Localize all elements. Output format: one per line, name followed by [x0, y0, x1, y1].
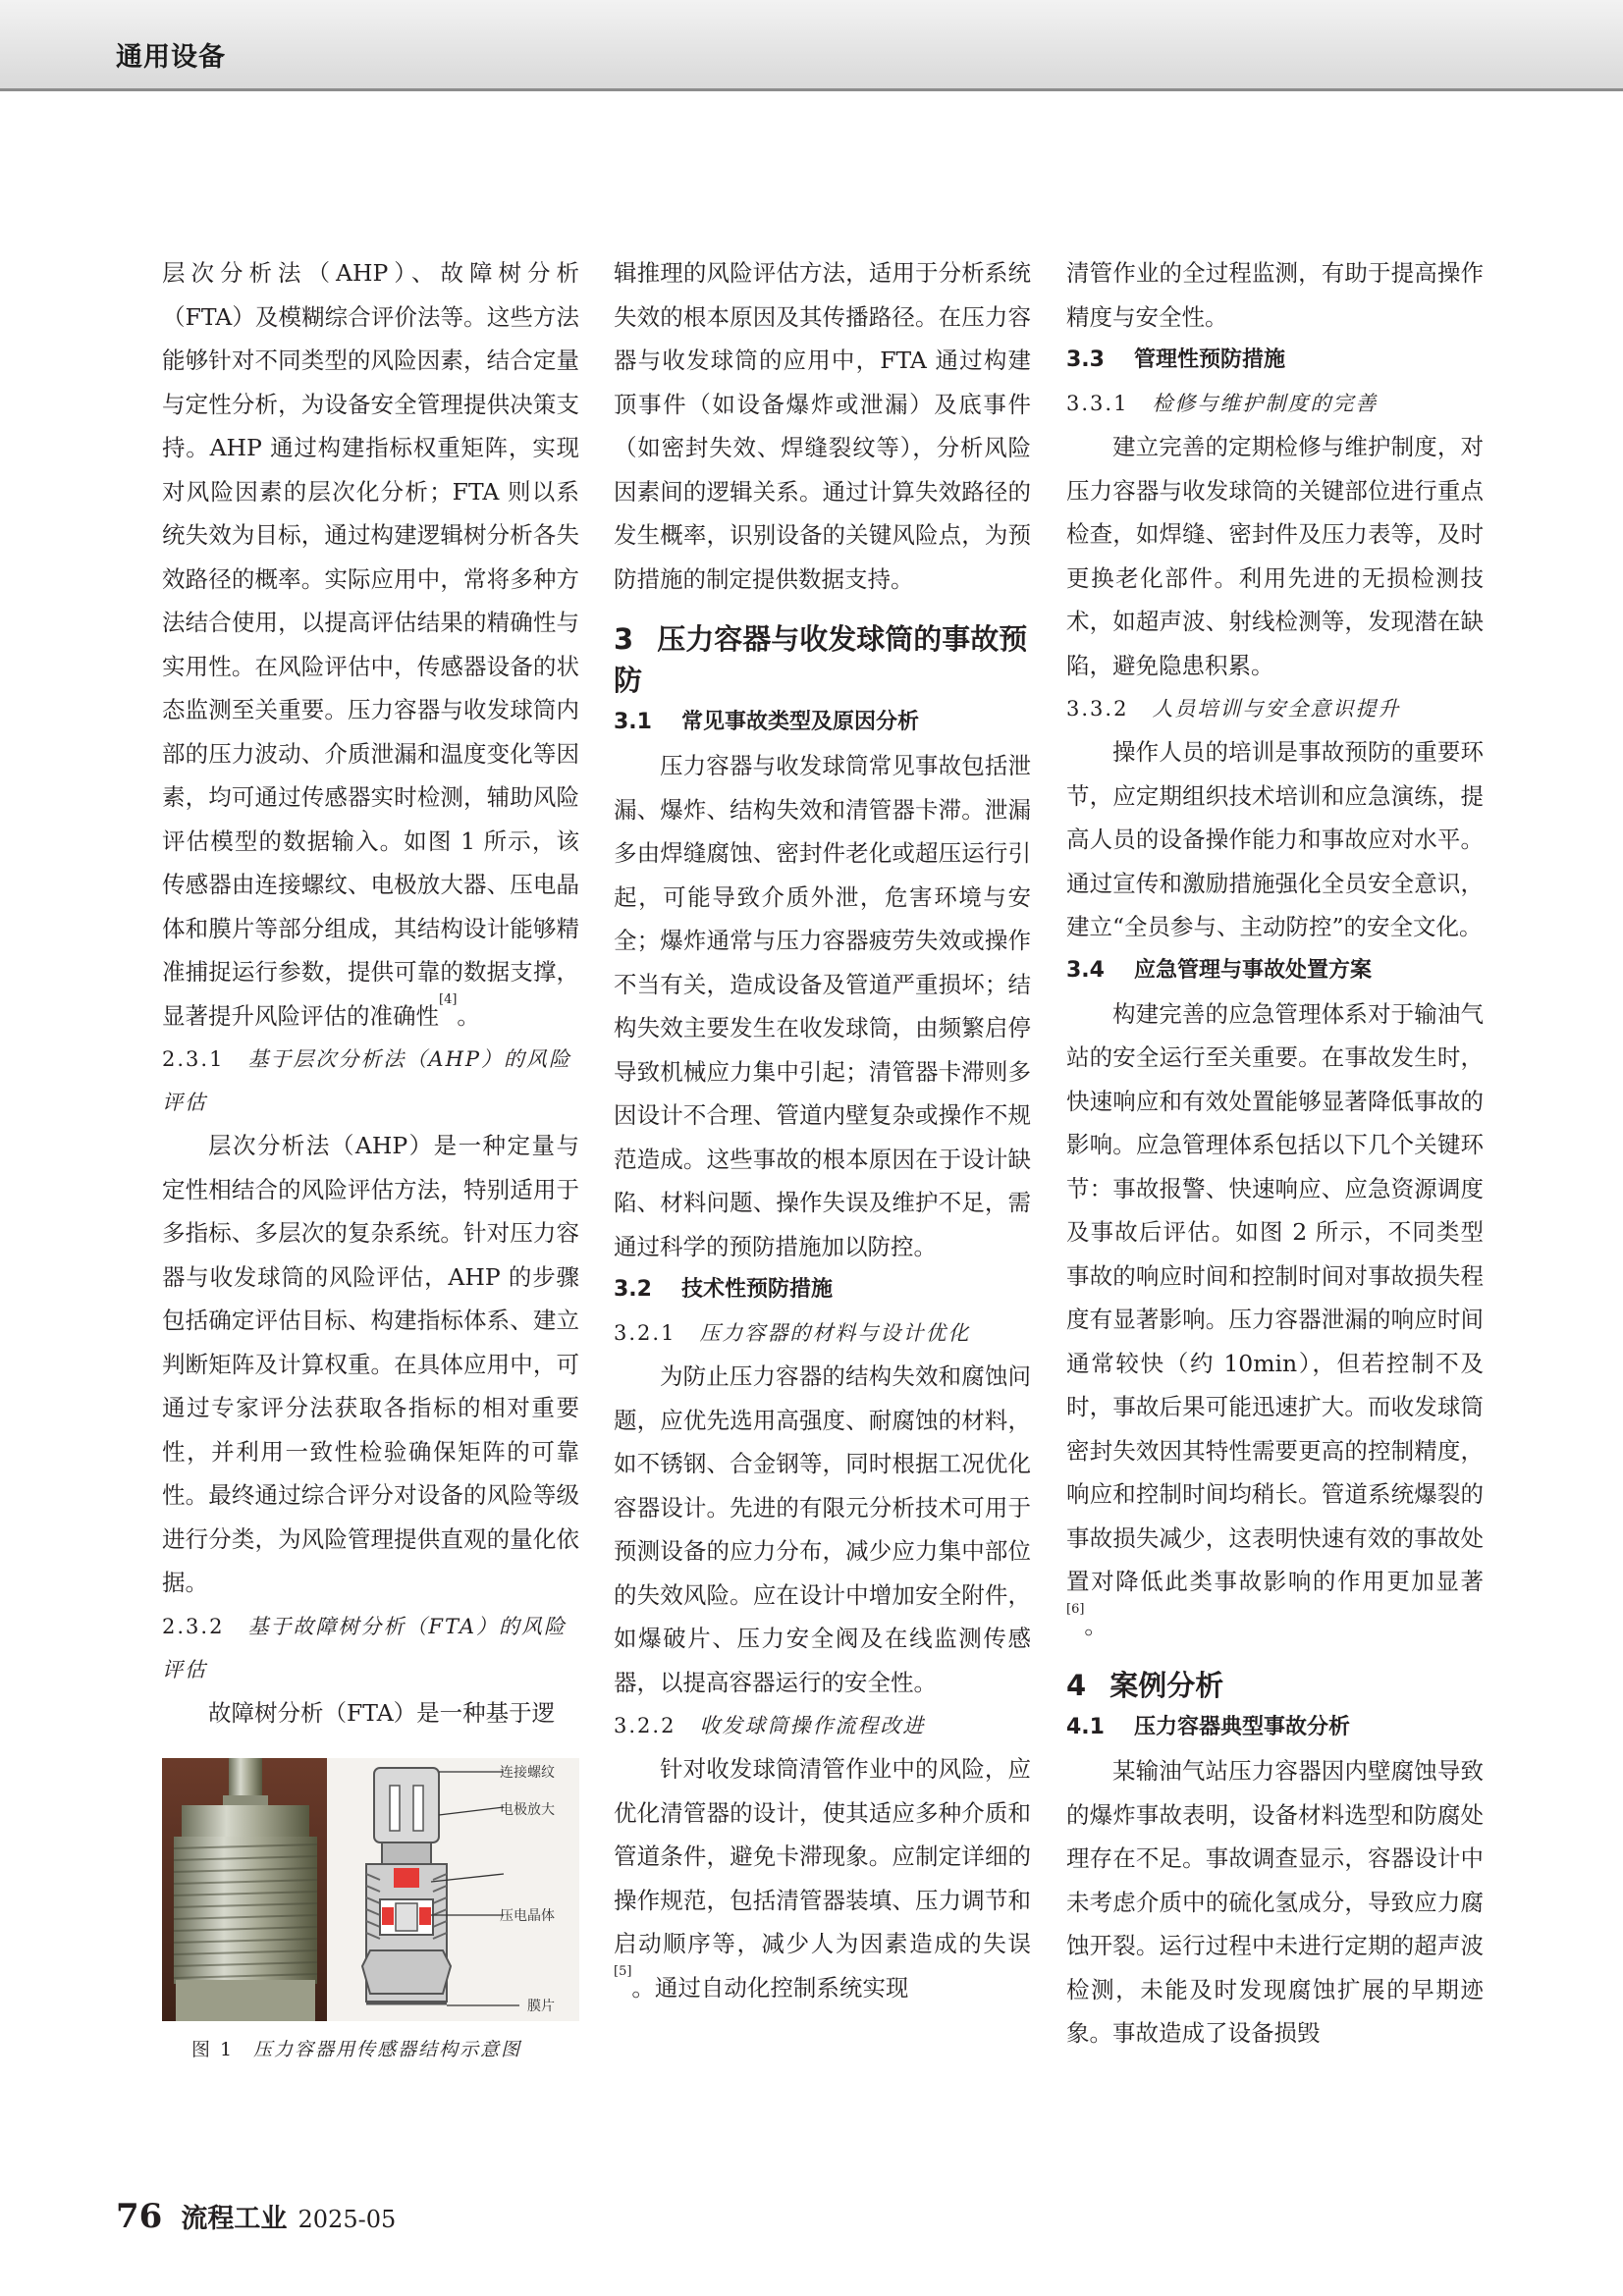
page-header [0, 0, 1623, 91]
paragraph: 为防止压力容器的结构失效和腐蚀问题，应优先选用高强度、耐腐蚀的材料，如不锈钢、合金钢等，同时根据工况优化容器设计。先进的有限元分析技术可用于预测设备的应力分布，减少应力集中部位的失效风险。应在设计中增加安全附件，如爆破片、压力安全阀及在线监测传感器，以提高容器运行的安全性。 [614, 1362, 1031, 1696]
figure-label: 电极放大 [500, 1802, 555, 1818]
paragraph: 辑推理的风险评估方法，适用于分析系统失效的根本原因及其传播路径。在压力容器与收发球筒的应用中，FTA 通过构建顶事件（如设备爆炸或泄漏）及底事件（如密封失效、焊缝裂纹等），分析风险因素间的逻辑关系。通过计算失效路径的发生概率，识别设备的关键风险点，为预防措施的制定提供数据支持。 [614, 259, 1031, 593]
page-number: 76 [116, 2197, 163, 2236]
paragraph: 压力容器与收发球筒常见事故包括泄漏、爆炸、结构失效和清管器卡滞。泄漏多由焊缝腐蚀、密封件老化或超压运行引起，可能导致介质外泄，危害环境与安全；爆炸通常与压力容器疲劳失效或操作不当有关，造成设备及管道严重损坏；结构失效主要发生在收发球筒，由频繁启停导致机械应力集中引起；清管器卡滞则多因设计不合理、管道内壁复杂或操作不规范造成。这些事故的根本原因在于设计缺陷、材料问题、操作失误及维护不足，需通过科学的预防措施加以防控。 [614, 752, 1031, 1260]
subsection-heading-2-3-2: 2.3.2 基于故障树分析（FTA）的风险评估 [162, 1614, 568, 1682]
subsection-heading-3-3-2: 3.3.2 人员培训与安全意识提升 [1066, 697, 1401, 721]
subsection-heading-2-3-1: 2.3.1 基于层次分析法（AHP）的风险评估 [162, 1047, 572, 1114]
reference-marker[interactable]: [5] [614, 1963, 632, 1979]
sensor-photo [162, 1758, 327, 2021]
paragraph: 建立完善的定期检修与维护制度，对压力容器与收发球筒的关键部位进行重点检查，如焊缝、密封件及压力表等，及时更换老化部件。利用先进的无损检测技术，如超声波、射线检测等，发现潜在缺陷，避免隐患积累。 [1066, 433, 1484, 679]
paragraph: 层次分析法（AHP）是一种定量与定性相结合的风险评估方法，特别适用于多指标、多层次的复杂系统。针对压力容器与收发球筒的风险评估，AHP 的步骤包括确定评估目标、构建指标体系、建立判断矩阵及计算权重。在具体应用中，可通过专家评分法获取各指标的相对重要性，并利用一致性检验确保矩阵的可靠性。最终通过综合评分对设备的风险等级进行分类，为风险管理提供直观的量化依据。 [162, 1132, 579, 1596]
subsection-heading-3-2-1: 3.2.1 压力容器的材料与设计优化 [614, 1321, 971, 1345]
paragraph: 层次分析法（AHP）、故障树分析（FTA）及模糊综合评价法等。这些方法能够针对不同类型的风险因素，结合定量与定性分析，为设备安全管理提供决策支持。AHP 通过构建指标权重矩阵，实现对风险因素的层次化分析；FTA 则以系统失效为目标，通过构建逻辑树分析各失效路径的概率。实际应用中，常将多种方法结合使用，以提高评估结果的精确性与实用性。在风险评估中，传感器设备的状态监测至关重要。压力容器与收发球筒内部的压力波动、介质泄漏和温度变化等因素，均可通过传感器实时检测，辅助风险评估模型的数据输入。如图 1 所示，该传感器由连接螺纹、电极放大器、压电晶体和膜片等部分组成，其结构设计能够精准捕捉运行参数，提供可靠的数据支撑，显著提升风险评估的准确性[4]。 [162, 259, 579, 1030]
paragraph: 构建完善的应急管理体系对于输油气站的安全运行至关重要。在事故发生时，快速响应和有效处置能够显著降低事故的影响。应急管理体系包括以下几个关键环节：事故报警、快速响应、应急资源调度及事故后评估。如图 2 所示，不同类型事故的响应时间和控制时间对事故损失程度有显著影响。压力容器泄漏的响应时间通常较快（约 10min），但若控制不及时，事故后果可能迅速扩大。而收发球筒密封失效因其特性需要更高的控制精度，响应和控制时间均稍长。管道系统爆裂的事故损失减少，这表明快速有效的事故处置对降低此类事故影响的作用更加显著[6]。 [1066, 999, 1484, 1639]
figure-label: 膜片 [527, 1999, 555, 2014]
column-3 [1066, 251, 1484, 2056]
figure-caption: 图 1 压力容器用传感器结构示意图 [191, 2039, 522, 2060]
section-title: 通用设备 [116, 42, 226, 73]
paragraph: 针对收发球筒清管作业中的风险，应优化清管器的设计，使其适应多种介质和管道条件，避免卡滞现象。应制定详细的操作规范，包括清管器装填、压力调节和启动顺序等，减少人为因素造成的失误[5]。通过自动化控制系统实现 [614, 1755, 1031, 2002]
subsection-heading-4-1: 4.1 压力容器典型事故分析 [1066, 1715, 1350, 1739]
sensor-figure-image [162, 1758, 579, 2021]
column-1 [162, 251, 579, 2061]
paragraph: 清管作业的全过程监测，有助于提高操作精度与安全性。 [1066, 259, 1484, 331]
reference-marker[interactable]: [6] [1066, 1601, 1085, 1617]
paragraph: 某输油气站压力容器因内壁腐蚀导致的爆炸事故表明，设备材料选型和防腐处理存在不足。事故调查显示，容器设计中未考虑介质中的硫化氢成分，导致应力腐蚀开裂。运行过程中未进行定期的超声波检测，未能及时发现腐蚀扩展的早期迹象。事故造成了设备损毁 [1066, 1757, 1484, 2047]
subsection-heading-3-2-2: 3.2.2 收发球筒操作流程改进 [614, 1714, 926, 1737]
column-2 [614, 251, 1031, 2009]
issue-date: 2025-05 [298, 2206, 397, 2233]
subsection-heading-3-3-1: 3.3.1 检修与维护制度的完善 [1066, 392, 1379, 415]
subsection-heading-3-3: 3.3 管理性预防措施 [1066, 347, 1285, 372]
page-footer [116, 2197, 396, 2236]
journal-name: 流程工业 [181, 2204, 288, 2234]
subsection-heading-3-4: 3.4 应急管理与事故处置方案 [1066, 957, 1372, 983]
subsection-heading-3-2: 3.2 技术性预防措施 [614, 1277, 833, 1302]
reference-marker[interactable]: [4] [439, 991, 458, 1007]
figure-1 [162, 1758, 579, 2061]
figure-label: 连接螺纹 [500, 1765, 555, 1781]
section-heading-4: 4 案例分析 [1066, 1669, 1224, 1702]
paragraph: 故障树分析（FTA）是一种基于逻 [208, 1698, 556, 1727]
section-heading-3: 3 压力容器与收发球筒的事故预防 [614, 622, 1028, 697]
figure-label: 压电晶体 [500, 1908, 555, 1924]
subsection-heading-3-1: 3.1 常见事故类型及原因分析 [614, 710, 919, 734]
paragraph: 操作人员的培训是事故预防的重要环节，应定期组织技术培训和应急演练，提高人员的设备操作能力和事故应对水平。通过宣传和激励措施强化全员安全意识，建立“全员参与、主动防控”的安全文化。 [1066, 738, 1484, 940]
sensor-structure-diagram [327, 1758, 579, 2021]
